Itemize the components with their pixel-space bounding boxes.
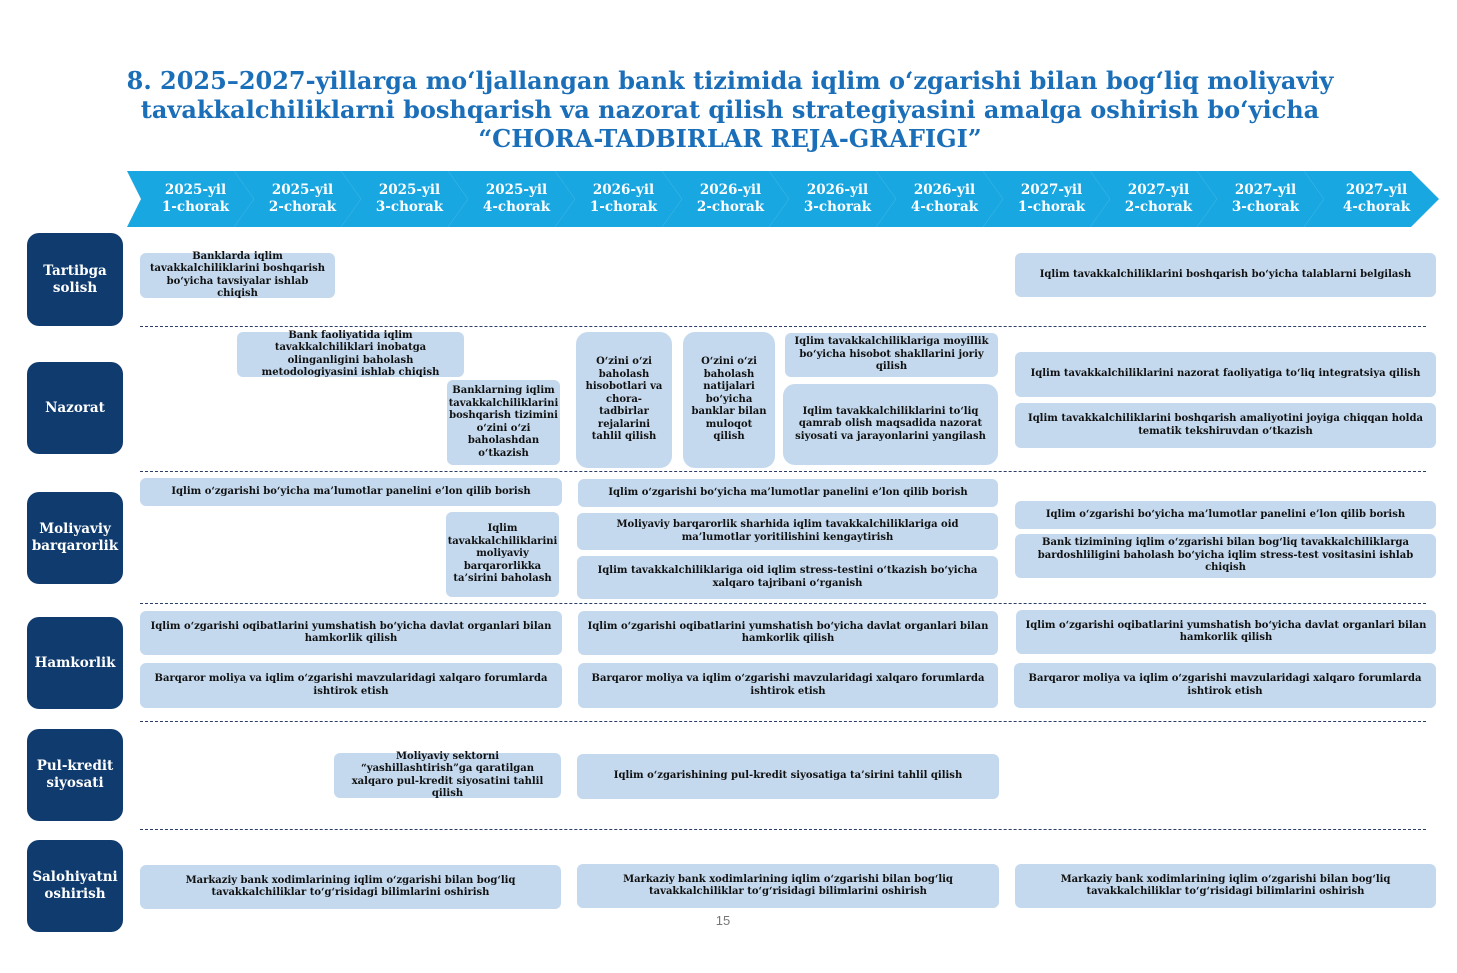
timeline-quarter: 2-chorak: [696, 199, 765, 215]
title-line-3: “CHORA-TADBIRLAR REJA-GRAFIGI”: [478, 124, 982, 153]
task-box: Iqlim tavakkalchiliklarini to‘liq qamrab olish maqsadida nazorat siyosati va jarayonlarini yangilash: [783, 384, 998, 465]
category-tartibga-solish: Tartibga solish: [27, 233, 123, 326]
timeline-year: 2027-yil: [1127, 182, 1190, 198]
category-nazorat: Nazorat: [27, 362, 123, 454]
timeline-quarter: 1-chorak: [589, 199, 658, 215]
timeline-year: 2027-yil: [1345, 182, 1408, 198]
category-salohiyatni-oshirish: Salohiyatni oshirish: [27, 840, 123, 932]
title-line-1: 8. 2025–2027-yillarga mo‘ljallangan bank tizimida iqlim o‘zgarishi bilan bog‘liq moliyaviy: [126, 66, 1334, 95]
task-box: Iqlim tavakkalchiliklarini nazorat faoliyatiga to‘liq integratsiya qilish: [1015, 352, 1436, 397]
category-pul-kredit-siyosati: Pul-kredit siyosati: [27, 729, 123, 821]
task-box: Iqlim tavakkalchiliklarini moliyaviy barqarorlikka ta’sirini baholash: [446, 512, 559, 597]
timeline-year: 2026-yil: [806, 182, 869, 198]
timeline-year: 2025-yil: [164, 182, 227, 198]
page-title: [100, 66, 1360, 153]
task-box: Iqlim tavakkalchiliklariga moyillik bo‘yicha hisobot shakllarini joriy qilish: [785, 333, 998, 377]
task-box: Barqaror moliya va iqlim o‘zgarishi mavzularidagi xalqaro forumlarda ishtirok etish: [578, 663, 998, 708]
timeline-quarter: 4-chorak: [1342, 199, 1411, 215]
timeline-year: 2026-yil: [699, 182, 762, 198]
task-box: Iqlim o‘zgarishi oqibatlarini yumshatish bo‘yicha davlat organlari bilan hamkorlik qilish: [1016, 610, 1436, 654]
task-box: Bank tizimining iqlim o‘zgarishi bilan bog‘liq tavakkalchiliklarga bardoshliligini baholash bo‘yicha iqlim stress-test vositasini ishlab chiqish: [1015, 534, 1436, 578]
timeline-quarter: 1-chorak: [1017, 199, 1086, 215]
task-box: O‘zini o‘zi baholash natijalari bo‘yicha banklar bilan muloqot qilish: [683, 332, 775, 468]
task-box: Iqlim o‘zgarishi bo‘yicha ma’lumotlar panelini e’lon qilib borish: [578, 479, 998, 507]
row-separator: [140, 603, 1426, 604]
task-box: Iqlim o‘zgarishi oqibatlarini yumshatish bo‘yicha davlat organlari bilan hamkorlik qilish: [140, 611, 562, 655]
row-separator: [140, 326, 1426, 327]
row-separator: [140, 829, 1426, 830]
timeline-chevron: [1304, 171, 1439, 227]
timeline-year: 2025-yil: [378, 182, 441, 198]
timeline-year: 2027-yil: [1234, 182, 1297, 198]
timeline-quarter: 3-chorak: [1231, 199, 1300, 215]
task-box: O‘zini o‘zi baholash hisobotlari va chora-tadbirlar rejalarini tahlil qilish: [576, 332, 672, 468]
quarter-timeline: [127, 171, 1441, 227]
task-box: Iqlim tavakkalchiliklarini boshqarish bo‘yicha talablarni belgilash: [1015, 253, 1436, 297]
timeline-quarter: 2-chorak: [268, 199, 337, 215]
task-box: Moliyaviy sektorni “yashillashtirish”ga qaratilgan xalqaro pul-kredit siyosatini tahlil qilish: [334, 753, 561, 798]
timeline-quarter: 2-chorak: [1124, 199, 1193, 215]
timeline-quarter: 1-chorak: [161, 199, 230, 215]
task-box: Iqlim o‘zgarishi bo‘yicha ma’lumotlar panelini e’lon qilib borish: [1015, 501, 1436, 529]
task-box: Iqlim o‘zgarishi bo‘yicha ma’lumotlar panelini e’lon qilib borish: [140, 478, 562, 506]
task-box: Barqaror moliya va iqlim o‘zgarishi mavzularidagi xalqaro forumlarda ishtirok etish: [1014, 663, 1436, 708]
task-box: Markaziy bank xodimlarining iqlim o‘zgarishi bilan bog‘liq tavakkalchiliklar to‘g‘risidagi bilimlarini oshirish: [1015, 864, 1436, 908]
timeline-year: 2025-yil: [485, 182, 548, 198]
task-box: Iqlim o‘zgarishining pul-kredit siyosatiga ta’sirini tahlil qilish: [577, 754, 999, 799]
task-box: Banklarning iqlim tavakkalchiliklarini boshqarish tizimini o‘zini o‘zi baholashdan o‘tkazish: [447, 380, 560, 465]
task-box: Bank faoliyatida iqlim tavakkalchiliklari inobatga olinganligini baholash metodologiyasini ishlab chiqish: [237, 332, 464, 377]
row-separator: [140, 471, 1426, 472]
timeline-year: 2026-yil: [913, 182, 976, 198]
task-box: Iqlim tavakkalchiliklariga oid iqlim stress-testini o‘tkazish bo‘yicha xalqaro tajribani o‘rganish: [577, 556, 998, 599]
task-box: Banklarda iqlim tavakkalchiliklarini boshqarish bo‘yicha tavsiyalar ishlab chiqish: [140, 253, 335, 298]
row-separator: [140, 721, 1426, 722]
timeline-quarter: 4-chorak: [910, 199, 979, 215]
page-number: 15: [715, 913, 731, 928]
timeline-quarter: 3-chorak: [803, 199, 872, 215]
timeline-quarter: 4-chorak: [482, 199, 551, 215]
task-box: Markaziy bank xodimlarining iqlim o‘zgarishi bilan bog‘liq tavakkalchiliklar to‘g‘risidagi bilimlarini oshirish: [140, 865, 561, 909]
title-line-2: tavakkalchiliklarni boshqarish va nazorat qilish strategiyasini amalga oshirish bo‘yicha: [140, 95, 1320, 124]
category-hamkorlik: Hamkorlik: [27, 617, 123, 709]
timeline-year: 2025-yil: [271, 182, 334, 198]
task-box: Iqlim o‘zgarishi oqibatlarini yumshatish bo‘yicha davlat organlari bilan hamkorlik qilish: [578, 611, 998, 655]
task-box: Iqlim tavakkalchiliklarini boshqarish amaliyotini joyiga chiqqan holda tematik tekshiruvdan o‘tkazish: [1015, 403, 1436, 448]
task-box: Barqaror moliya va iqlim o‘zgarishi mavzularidagi xalqaro forumlarda ishtirok etish: [140, 663, 562, 708]
task-box: Markaziy bank xodimlarining iqlim o‘zgarishi bilan bog‘liq tavakkalchiliklar to‘g‘risidagi bilimlarini oshirish: [577, 864, 999, 908]
task-box: Moliyaviy barqarorlik sharhida iqlim tavakkalchiliklariga oid ma’lumotlar yoritilishini kengaytirish: [577, 513, 998, 550]
timeline-year: 2027-yil: [1020, 182, 1083, 198]
category-moliyaviy-barqarorlik: Moliyaviy barqarorlik: [27, 492, 123, 584]
timeline-year: 2026-yil: [592, 182, 655, 198]
timeline-quarter: 3-chorak: [375, 199, 444, 215]
